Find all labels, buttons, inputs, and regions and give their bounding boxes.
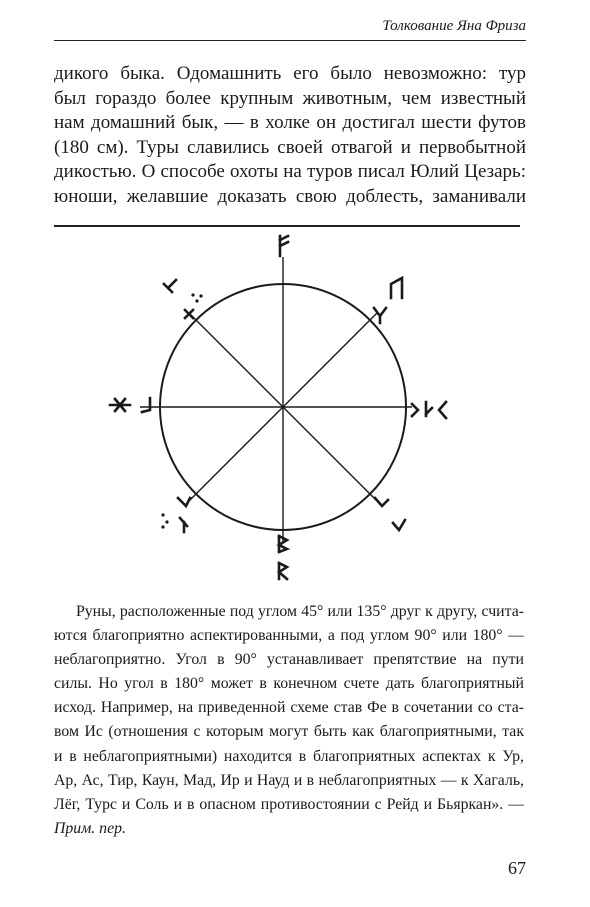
translator-note — [54, 600, 524, 841]
rune-left — [110, 398, 150, 412]
rune-top-left — [164, 280, 203, 318]
rune-top — [280, 236, 288, 256]
note-line: неблагоприятно. Угол в 90° устанавливает препятствие на пути — [54, 651, 524, 669]
note-line: вом Ис (отношения с которым могут быть как благоприятными, так — [54, 723, 524, 741]
rune-circle-diagram — [0, 230, 590, 590]
running-head-title: Толкование Яна Фриза — [382, 18, 526, 34]
rune-right — [412, 402, 446, 418]
rune-bottom — [279, 536, 287, 579]
page-number: 67 — [508, 858, 526, 878]
body-line: дикостью. О способе охоты на туров писал Юлий Цезарь: — [54, 161, 526, 183]
section-divider — [54, 225, 520, 227]
note-line: Руны, расположенные под углом 45° или 135° друг к другу, счита- — [76, 603, 524, 620]
rune-top-right — [374, 278, 402, 323]
note-line: силы. Но угол в 180° может в конечном счете дать благоприятный — [54, 675, 524, 693]
note-line: Лёг, Турс и Соль и в опасном противостоянии с Рейд и Бьяркан». — — [54, 795, 524, 813]
body-text — [54, 62, 526, 210]
body-line: юноши, желавшие доказать свою доблесть, заманивали — [54, 185, 526, 207]
note-line: Ар, Ас, Тир, Каун, Мад, Ир и Науд и в неблагоприятных — к Хагаль, — [54, 771, 524, 789]
running-header — [54, 14, 526, 41]
note-line: ются благоприятно аспектированными, а под углом 90° или 180° — — [54, 627, 524, 645]
body-line: нам домашний бык, — в холке он достигал шести футов — [54, 112, 526, 134]
note-line: исход. Например, на приведенной схеме став Фе в сочетании со ста- — [54, 699, 524, 717]
body-line: дикого быка. Одомашнить его было невозможно: тур — [54, 63, 526, 84]
rune-bottom-left — [161, 498, 190, 532]
body-line: был гораздо более крупным животным, чем известный — [54, 87, 526, 109]
note-attribution: Прим. пер. — [54, 819, 126, 837]
note-line: и в неблагоприятными) находится в благоприятных аспектах к Ур, — [54, 747, 524, 765]
body-line: (180 см). Туры славились своей отвагой и первобытной — [54, 136, 526, 158]
rune-bottom-right — [375, 498, 405, 530]
